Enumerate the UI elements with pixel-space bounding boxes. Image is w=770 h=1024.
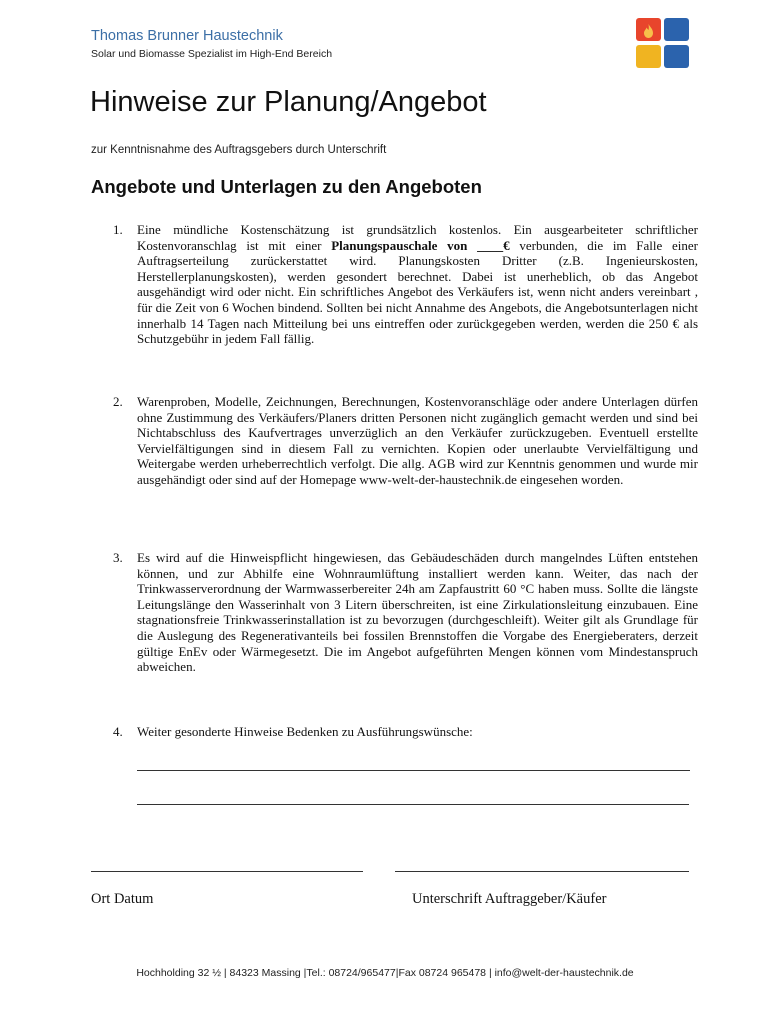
list-item-number: 1. [113,222,123,237]
list-item [113,550,698,675]
company-name: Thomas Brunner Haustechnik [91,28,283,44]
company-tagline: Solar und Biomasse Spezialist im High-End Bereich [91,48,333,60]
list-item-number: 4. [113,724,123,739]
logo-red-square [636,18,661,41]
list-item [113,394,698,488]
list-item-text: Eine mündliche Kostenschätzung ist grundsätzlich kostenlos. Ein ausgearbeiteter schriftlicher Kostenvoranschlag ist mit einer Planungspauschale von ____€ verbunden, die im Falle einer Auftragserteilung zurückerstattet wird. Planungskosten Dritter (z.B. Ingenieurskosten, Herstellerplanungskosten), werden gesondert berechnet. Dabei ist unerheblich, ob das Angebot ausgehändigt wird oder nicht. Ein schriftliches Angebot des Verkäufers ist, wenn nicht anders vereinbart , für die Zeit von 6 Wochen bindend. Sollten bei nicht Annahme des Angebots, die Angebotsunterlagen nicht innerhalb 14 Tagen nach Mitteilung bei uns eintreffen oder zurückgegeben werden, werden die 250 € als Schutzgebühr in jedem Fall fällig. [137,222,698,347]
logo-blue-square-bottom [664,45,689,68]
list-item [113,724,698,740]
signature-label: Unterschrift Auftraggeber/Käufer [412,891,607,907]
notes-line[interactable] [137,804,689,805]
list-item-text: Warenproben, Modelle, Zeichnungen, Berechnungen, Kostenvoranschläge oder andere Unterlagen dürfen ohne Zustimmung des Verkäufers/Planers dritten Personen nicht zugänglich gemacht werden und sind bei Nichtabschluss des Kaufvertrages unverzüglich an den Verkäufer zurückzugeben. Eventuell erstellte Vervielfältigungen sind in diesem Fall zu vernichten. Kopien oder unerlaubte Vervielfältigung und Weitergabe werden urheberrechtlich verfolgt. Die allg. AGB wird zur Kenntnis genommen und wurde mir ausgehändigt oder sind auf der Homepage www-welt-der-haustechnik.de eingesehen worden. [137,394,698,487]
list-item-number: 2. [113,394,123,409]
logo-blue-square-top [664,18,715,41]
logo-text: TBH [694,22,715,33]
logo-yellow-square [636,45,661,68]
signature-line[interactable] [395,871,689,872]
list-item-text: Es wird auf die Hinweispflicht hingewiesen, das Gebäudeschäden durch mangelndes Lüften entstehen können, und zur Abhilfe eine Wohnraumlüftung installiert werden kann. Weiter, das nach der Trinkwasserverordnung der Warmwasserbereiter 24h am Zapfaustritt 60 °C haben muss. Sollte die längste Leitungslänge den Wasserinhalt von 3 Litern überschreiten, ist eine Zirkulationsleitung einzubauen. Eine stagnationsfreie Trinkwasserinstallation ist zu bevorzugen (durchgeschleift). Weiter gilt als Grundlage für die Auslegung des Regenerativanteils bei fossilen Brennstoffen die Vorgabe des Energieberaters, derzeit gültige EnEv oder Wärmegesetzt. Die im Angebot aufgeführten Mengen können vom Mindestanspruch abweichen. [137,550,698,675]
document-title: Hinweise zur Planung/Angebot [90,86,487,118]
place-date-label: Ort Datum [91,891,154,907]
document-subtitle: zur Kenntnisnahme des Auftragsgebers durch Unterschrift [91,144,387,156]
list-item-text: Weiter gesonderte Hinweise Bedenken zu Ausführungswünsche: [137,724,473,739]
planning-fee-text: Planungspauschale von ____€ [331,237,510,253]
notes-line[interactable] [137,770,690,771]
place-date-line[interactable] [91,871,363,872]
list-item [113,222,698,347]
footer-contact: Hochholding 32 ½ | 84323 Massing |Tel.: 08724/965477|Fax 08724 965478 | info@welt-der-haustechnik.de [136,967,634,979]
flame-icon [643,24,654,38]
company-logo [636,18,715,70]
section-heading: Angebote und Unterlagen zu den Angeboten [91,176,482,197]
list-item-number: 3. [113,550,123,565]
